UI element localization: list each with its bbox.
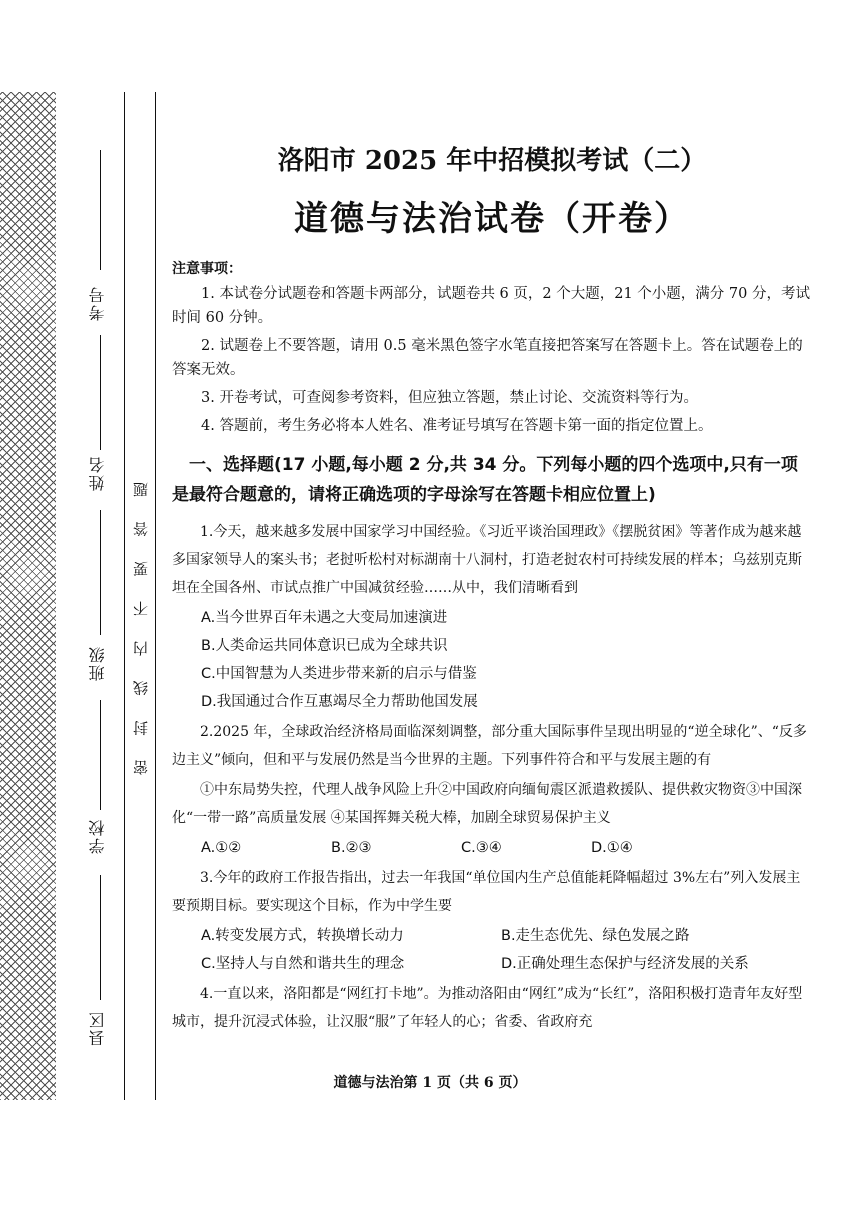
seal-notice: 密 封 线 内 不 要 答 题	[132, 472, 150, 776]
notice-item: 3. 开卷考试，可查阅参考资料，但应独立答题，禁止讨论、交流资料等行为。	[201, 390, 698, 406]
page-footer: 道德与法治第 1 页（共 6 页）	[333, 1075, 527, 1091]
notice-item: 2. 试题卷上不要答题，请用 0.5 毫米黑色签字水笔直接把答案写在答题卡上。答在试题卷上的答案无效。	[172, 338, 803, 378]
exam-subject-title: 道德与法治试卷（开卷）	[294, 199, 690, 239]
option-d: D.①④	[591, 840, 633, 856]
question-2	[172, 718, 812, 862]
question-statements: ①中东局势失控，代理人战争风险上升②中国政府向缅甸震区派遣救援队、提供救灾物资③中国深化“一带一路”高质量发展 ④某国挥舞关税大棒，加剧全球贸易保护主义	[172, 782, 802, 826]
question-stem: 2.2025 年，全球政治经济格局面临深刻调整，部分重大国际事件呈现出明显的“逆全球化”、“反多边主义”倾向，但和平与发展仍然是当今世界的主题。下列事件符合和平与发展主题的有	[172, 724, 807, 768]
notice-block	[172, 258, 812, 438]
option-a: A.当今世界百年未遇之大变局加速演进	[201, 610, 448, 626]
question-stem: 3.今年的政府工作报告指出，过去一年我国“单位国内生产总值能耗降幅超过 3%左右”列入发展主要预期目标。要实现这个目标，作为中学生要	[172, 870, 801, 914]
option-d: D.我国通过合作互惠竭尽全力帮助他国发展	[201, 694, 478, 710]
option-c: C.坚持人与自然和谐共生的理念	[201, 956, 405, 972]
margin-label-district: 县区	[88, 1010, 107, 1046]
exam-title: 洛阳市 2025 年中招模拟考试（二）	[277, 146, 707, 176]
question-4	[172, 980, 812, 1036]
question-3	[172, 864, 812, 978]
notice-item: 1. 本试卷分试题卷和答题卡两部分，试题卷共 6 页，2 个大题，21 个小题，满分 70 分，考试时间 60 分钟。	[172, 286, 810, 326]
option-c: C.中国智慧为人类进步带来新的启示与借鉴	[201, 666, 477, 682]
option-c: C.③④	[461, 840, 502, 856]
name-line-top	[100, 335, 101, 450]
binding-line-inner	[124, 92, 125, 1100]
margin-label-school: 学校	[88, 818, 107, 854]
exam-content	[172, 130, 812, 1038]
section-heading: 一、选择题(17 小题,每小题 2 分,共 34 分。下列每小题的四个选项中,只有一项是最符合题意的，请将正确选项的字母涂写在答题卡相应位置上)	[172, 455, 798, 505]
binding-line-outer	[155, 92, 156, 1100]
margin-label-class: 班级	[88, 645, 107, 681]
options-row	[172, 950, 812, 978]
option-d: D.正确处理生态保护与经济发展的关系	[501, 956, 749, 972]
question-stem: 4.一直以来，洛阳都是“网红打卡地”。为推动洛阳由“网红”成为“长红”，洛阳积极打造青年友好型城市，提升沉浸式体验，让汉服“服”了年轻人的心；省委、省政府充	[172, 986, 803, 1030]
option-a: A.转变发展方式，转换增长动力	[201, 928, 404, 944]
question-1	[172, 518, 812, 716]
notice-item: 4. 答题前，考生务必将本人姓名、准考证号填写在答题卡第一面的指定位置上。	[201, 418, 713, 434]
class-line	[100, 700, 101, 810]
notice-heading: 注意事项：	[172, 261, 242, 277]
option-a: A.①②	[201, 840, 242, 856]
question-stem: 1.今天，越来越多发展中国家学习中国经验。《习近平谈治国理政》《摆脱贫困》等著作成为越来越多国家领导人的案头书；老挝听松村对标湖南十八洞村，打造老挝农村可持续发展的样本；乌兹别克斯坦在全国各州、市试点推广中国减贫经验……从中，我们清晰看到	[172, 524, 802, 596]
school-line	[100, 875, 101, 1000]
option-b: B.走生态优先、绿色发展之路	[501, 928, 690, 944]
options-row	[172, 922, 812, 950]
binding-hatch	[0, 92, 56, 1100]
option-b: B.人类命运共同体意识已成为全球共识	[201, 638, 448, 654]
name-line	[100, 510, 101, 635]
options-row	[172, 834, 812, 862]
margin-label-exam-number: 考号	[88, 285, 107, 321]
margin-label-name: 姓名	[88, 455, 107, 491]
exam-number-line	[100, 150, 101, 270]
option-b: B.②③	[331, 840, 372, 856]
